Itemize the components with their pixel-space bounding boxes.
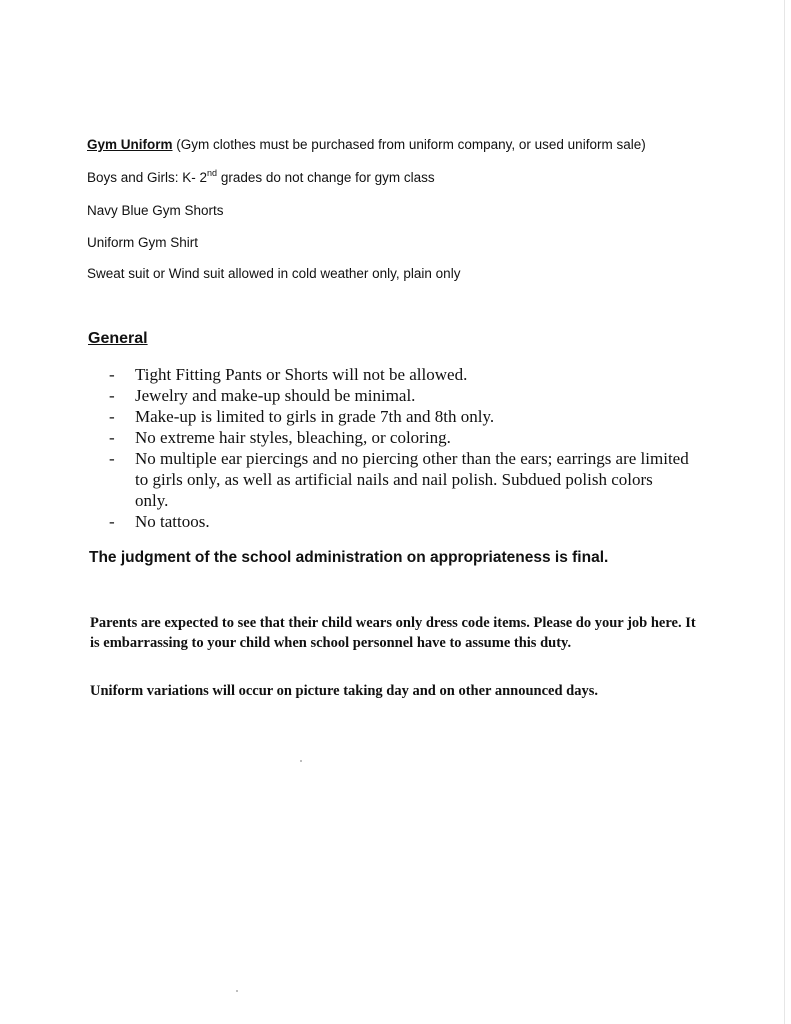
list-item-text: Tight Fitting Pants or Shorts will not be allowed.	[135, 365, 468, 384]
gym-shorts-line: Navy Blue Gym Shorts	[87, 203, 224, 218]
list-item-text: Make-up is limited to girls in grade 7th and 8th only.	[135, 407, 495, 426]
list-item-text: No tattoos.	[135, 512, 210, 531]
gym-shirt-line: Uniform Gym Shirt	[87, 235, 199, 250]
list-item	[109, 448, 689, 511]
list-dash: -	[109, 365, 115, 384]
boys-girls-prefix: Boys and Girls: K- 2	[87, 170, 208, 185]
page-edge	[784, 0, 785, 1024]
list-item	[109, 427, 689, 448]
list-dash: -	[109, 428, 115, 447]
general-heading: General	[88, 330, 148, 347]
list-dash: -	[109, 512, 115, 531]
list-item	[109, 364, 689, 385]
general-rules-list	[109, 364, 689, 532]
gym-uniform-line	[87, 137, 646, 152]
scan-speck	[300, 760, 302, 762]
sweat-suit-line: Sweat suit or Wind suit allowed in cold weather only, plain only	[87, 266, 461, 281]
list-item	[109, 511, 689, 532]
list-dash: -	[109, 386, 115, 405]
judgment-statement: The judgment of the school administration on appropriateness is final.	[89, 549, 609, 566]
gym-uniform-heading: Gym Uniform	[87, 137, 173, 152]
boys-girls-line	[87, 167, 435, 185]
boys-girls-suffix: grades do not change for gym class	[217, 170, 435, 185]
scan-speck	[236, 990, 238, 992]
list-item-text: No extreme hair styles, bleaching, or coloring.	[135, 428, 451, 447]
uniform-variations-note: Uniform variations will occur on picture taking day and on other announced days.	[90, 683, 598, 699]
list-item	[109, 406, 689, 427]
list-dash: -	[109, 449, 115, 468]
parents-paragraph: Parents are expected to see that their child wears only dress code items. Please do your job here. It is embarrassing to your child when school personnel have to assume this duty.	[90, 615, 696, 651]
list-item-text: Jewelry and make-up should be minimal.	[135, 386, 416, 405]
list-dash: -	[109, 407, 115, 426]
gym-uniform-note: (Gym clothes must be purchased from uniform company, or used uniform sale)	[172, 137, 646, 152]
list-item	[109, 385, 689, 406]
ordinal-superscript: nd	[207, 167, 218, 178]
list-item-text: No multiple ear piercings and no piercing other than the ears; earrings are limited to girls only, as well as artificial nails and nail polish. Subdued polish colors only.	[135, 449, 689, 510]
